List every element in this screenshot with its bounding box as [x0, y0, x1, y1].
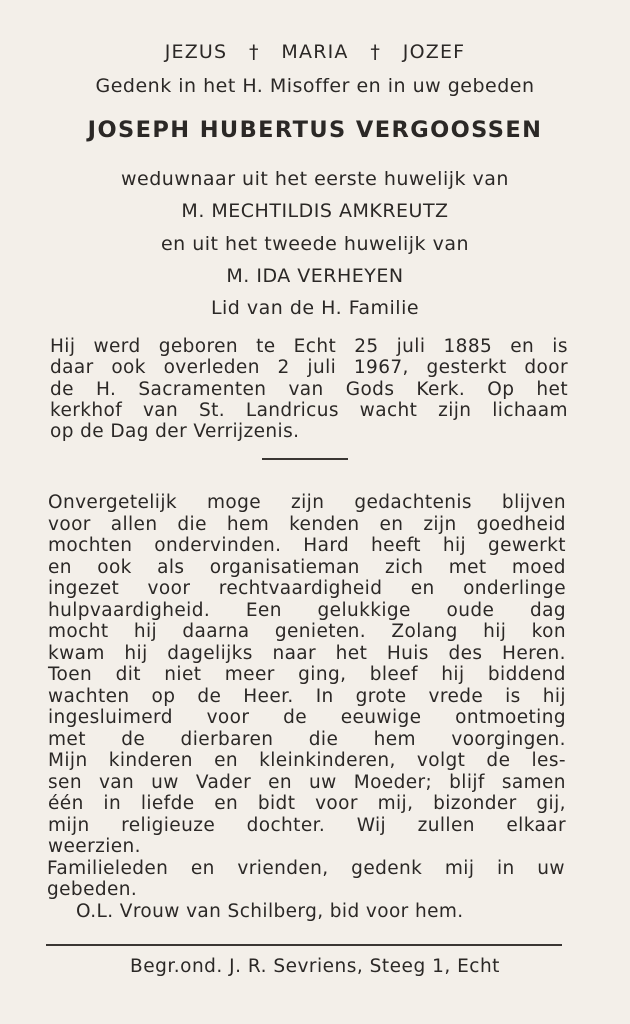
biography-line: daar ook overleden 2 juli 1967, gesterkt door: [50, 357, 568, 379]
memorial-line: Onvergetelijk moge zijn gedachtenis blijven: [48, 492, 566, 513]
marriage-line-1: weduwnaar uit het eerste huwelijk van: [121, 168, 509, 190]
memorial-line: Familieleden en vrienden, gedenk mij in uw: [47, 857, 565, 879]
memorial-line: O.L. Vrouw van Schilberg, bid voor hem.: [76, 900, 464, 922]
memorial-line: ingezet voor rechtvaardigheid en onderlinge: [48, 578, 566, 599]
memorial-line: kwam hij dagelijks naar het Huis des Heren.: [48, 642, 566, 664]
memorial-line: één in liefde en bidt voor mij, bizonder gij,: [48, 793, 566, 814]
memorial-line: mocht hij daarna genieten. Zolang hij kon: [48, 621, 566, 642]
memorial-line: en ook als organisatieman zich met moed: [48, 556, 566, 578]
printer-line: Begr.ond. J. R. Sevriens, Steeg 1, Echt: [130, 956, 500, 977]
memorial-line: sen van uw Vader en uw Moeder; blijf samen: [48, 771, 566, 793]
memorial-line: voor allen die hem kenden en zijn goedheid: [48, 513, 566, 535]
biography-line: op de Dag der Verrijzenis.: [50, 421, 300, 443]
memorial-line: met de dierbaren die hem voorgingen.: [48, 728, 566, 750]
biography-line: Hij werd geboren te Echt 25 juli 1885 en is: [50, 336, 568, 357]
prayer-line: Gedenk in het H. Misoffer en in uw gebeden: [95, 75, 535, 97]
footer-divider: [46, 944, 562, 946]
marriage-line-2: en uit het tweede huwelijk van: [160, 233, 470, 255]
biography-line: de H. Sacramenten van Gods Kerk. Op het: [50, 378, 568, 400]
spouse-2: M. IDA VERHEYEN: [226, 265, 404, 287]
deceased-name: JOSEPH HUBERTUS VERGOOSSEN: [87, 117, 543, 143]
memorial-line: mochten ondervinden. Hard heeft hij gewerkt: [48, 535, 566, 556]
memorial-line: hulpvaardigheid. Een gelukkige oude dag: [48, 599, 566, 621]
membership: Lid van de H. Familie: [210, 297, 420, 319]
memorial-line: gebeden.: [47, 879, 138, 900]
short-divider: [262, 458, 348, 460]
memorial-line: mijn religieuze dochter. Wij zullen elkaar: [48, 814, 566, 836]
biography-line: kerkhof van St. Landricus wacht zijn lichaam: [50, 399, 568, 421]
memorial-line: Mijn kinderen en kleinkinderen, volgt de les-: [48, 750, 566, 771]
spouse-1: M. MECHTILDIS AMKREUTZ: [181, 200, 449, 222]
memorial-line: Toen dit niet meer ging, bleef hij biddend: [48, 664, 566, 685]
memorial-line: wachten op de Heer. In grote vrede is hij: [48, 685, 566, 707]
invocation: JEZUS † MARIA † JOZEF: [164, 41, 466, 63]
memorial-line: ingesluimerd voor de eeuwige ontmoeting: [48, 707, 566, 728]
memorial-line: weerzien.: [48, 836, 141, 857]
